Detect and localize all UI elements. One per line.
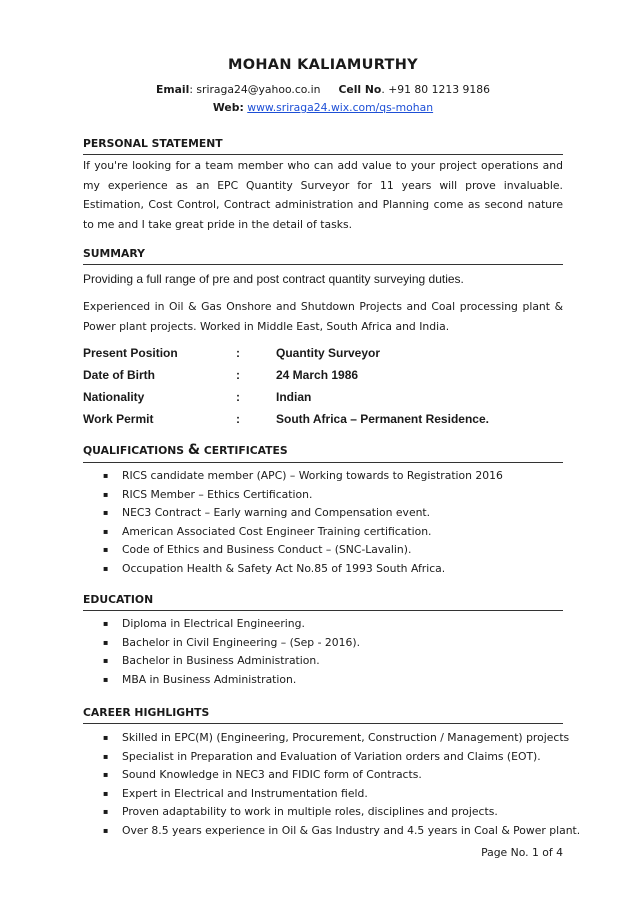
summary-heading: SUMMARY <box>83 247 563 265</box>
list-item <box>83 615 563 634</box>
personal-statement-heading: PERSONAL STATEMENT <box>83 137 563 155</box>
fact-row <box>83 390 563 412</box>
candidate-name: MOHAN KALIAMURTHY <box>228 57 418 73</box>
bullet-icon: ▪ <box>103 637 109 647</box>
education-list <box>83 615 563 689</box>
page-number: Page No. 1 of 4 <box>481 846 563 859</box>
list-item-text: Specialist in Preparation and Evaluation of Variation orders and Claims (EOT). <box>122 749 541 763</box>
bullet-icon: ▪ <box>103 751 109 761</box>
contact-line: Email: sriraga24@yahoo.co.in Cell No. +91 80 1213 9186 <box>156 83 490 96</box>
list-item-text: Code of Ethics and Business Conduct – (SNC-Lavalin). <box>122 543 412 556</box>
bullet-icon: ▪ <box>103 526 109 536</box>
list-item <box>83 523 563 542</box>
bullet-icon: ▪ <box>103 770 109 779</box>
qualifications-heading: QUALIFICATIONS & CERTIFICATES <box>83 442 563 463</box>
qualifications-list <box>83 467 563 578</box>
fact-row <box>83 368 563 390</box>
list-item-text: Bachelor in Business Administration. <box>122 654 320 667</box>
bullet-icon: ▪ <box>103 807 109 816</box>
summary-lead: Providing a full range of pre and post contract quantity surveying duties. <box>83 272 464 286</box>
list-item <box>83 634 563 653</box>
list-item-text: Bachelor in Civil Engineering – (Sep - 2016). <box>122 635 361 649</box>
web-line <box>83 101 563 114</box>
fact-row <box>83 346 563 368</box>
fact-separator: : <box>236 412 240 426</box>
career-highlights-list <box>83 729 581 840</box>
fact-row <box>83 412 563 434</box>
cell-label: Cell No <box>338 83 382 96</box>
list-item-text: RICS candidate member (APC) – Working towards to Registration 2016 <box>122 469 503 482</box>
list-item <box>83 729 570 748</box>
personal-statement-text: If you're looking for a team member who can add value to your project operations and my experience as an EPC Quantity Surveyor for 11 years will prove invaluable. Estimation, Cost Control, Contract administration and Planning come as second nature to me and I take great pride in the detail of tasks. <box>83 159 563 231</box>
list-item-text: Occupation Health & Safety Act No.85 of 1993 South Africa. <box>122 561 446 575</box>
bullet-icon: ▪ <box>103 489 109 499</box>
list-item-text: RICS Member – Ethics Certification. <box>122 487 313 501</box>
list-item-text: Sound Knowledge in NEC3 and FIDIC form of Contracts. <box>122 768 422 781</box>
summary-text: Experienced in Oil & Gas Onshore and Shutdown Projects and Coal processing plant & Power plant projects. Worked in Middle East, South Africa and India. <box>83 300 563 333</box>
list-item <box>83 822 581 841</box>
list-item-text: Diploma in Electrical Engineering. <box>122 617 305 630</box>
list-item <box>83 803 563 822</box>
list-item <box>83 671 563 690</box>
website-link[interactable]: www.sriraga24.wix.com/qs-mohan <box>247 101 434 114</box>
list-item <box>83 541 563 560</box>
bullet-icon: ▪ <box>103 656 109 665</box>
list-item <box>83 748 563 767</box>
fact-value: Quantity Surveyor <box>276 346 381 360</box>
fact-separator: : <box>236 346 240 360</box>
list-item <box>83 486 563 505</box>
fact-value: South Africa – Permanent Residence. <box>276 412 489 426</box>
list-item <box>83 467 563 486</box>
bullet-icon: ▪ <box>103 619 109 628</box>
list-item <box>83 560 563 579</box>
list-item-text: American Associated Cost Engineer Training certification. <box>122 524 432 538</box>
bullet-icon: ▪ <box>103 788 109 798</box>
web-label: Web: <box>212 101 244 114</box>
fact-key: Date of Birth <box>83 368 155 382</box>
education-heading: EDUCATION <box>83 593 563 611</box>
fact-value: Indian <box>276 390 312 404</box>
bullet-icon: ▪ <box>103 733 109 742</box>
list-item <box>83 652 563 671</box>
fact-value: 24 March 1986 <box>276 368 359 382</box>
list-item-text: Proven adaptability to work in multiple roles, disciplines and projects. <box>122 805 498 818</box>
email-value: sriraga24@yahoo.co.in <box>196 83 321 96</box>
bullet-icon: ▪ <box>103 508 109 517</box>
bullet-icon: ▪ <box>103 545 109 554</box>
bullet-icon: ▪ <box>103 471 109 480</box>
bullet-icon: ▪ <box>103 674 109 684</box>
list-item-text: MBA in Business Administration. <box>122 672 297 686</box>
list-item <box>83 785 563 804</box>
bullet-icon: ▪ <box>103 563 109 573</box>
list-item <box>83 766 563 785</box>
key-facts <box>83 346 563 434</box>
career-highlights-heading: CAREER HIGHLIGHTS <box>83 706 563 724</box>
list-item-text: Over 8.5 years experience in Oil & Gas Industry and 4.5 years in Coal & Power plant. <box>122 823 581 837</box>
fact-separator: : <box>236 390 240 404</box>
list-item-text: Skilled in EPC(M) (Engineering, Procurement, Construction / Management) projects <box>122 731 570 744</box>
fact-separator: : <box>236 368 240 382</box>
list-item-text: Expert in Electrical and Instrumentation field. <box>122 786 368 800</box>
bullet-icon: ▪ <box>103 825 109 835</box>
fact-key: Work Permit <box>83 412 154 426</box>
email-label: Email <box>156 83 190 96</box>
list-item <box>83 504 563 523</box>
fact-key: Present Position <box>83 346 178 360</box>
list-item-text: NEC3 Contract – Early warning and Compensation event. <box>122 506 431 519</box>
fact-key: Nationality <box>83 390 145 404</box>
cell-value: +91 80 1213 9186 <box>388 83 490 96</box>
